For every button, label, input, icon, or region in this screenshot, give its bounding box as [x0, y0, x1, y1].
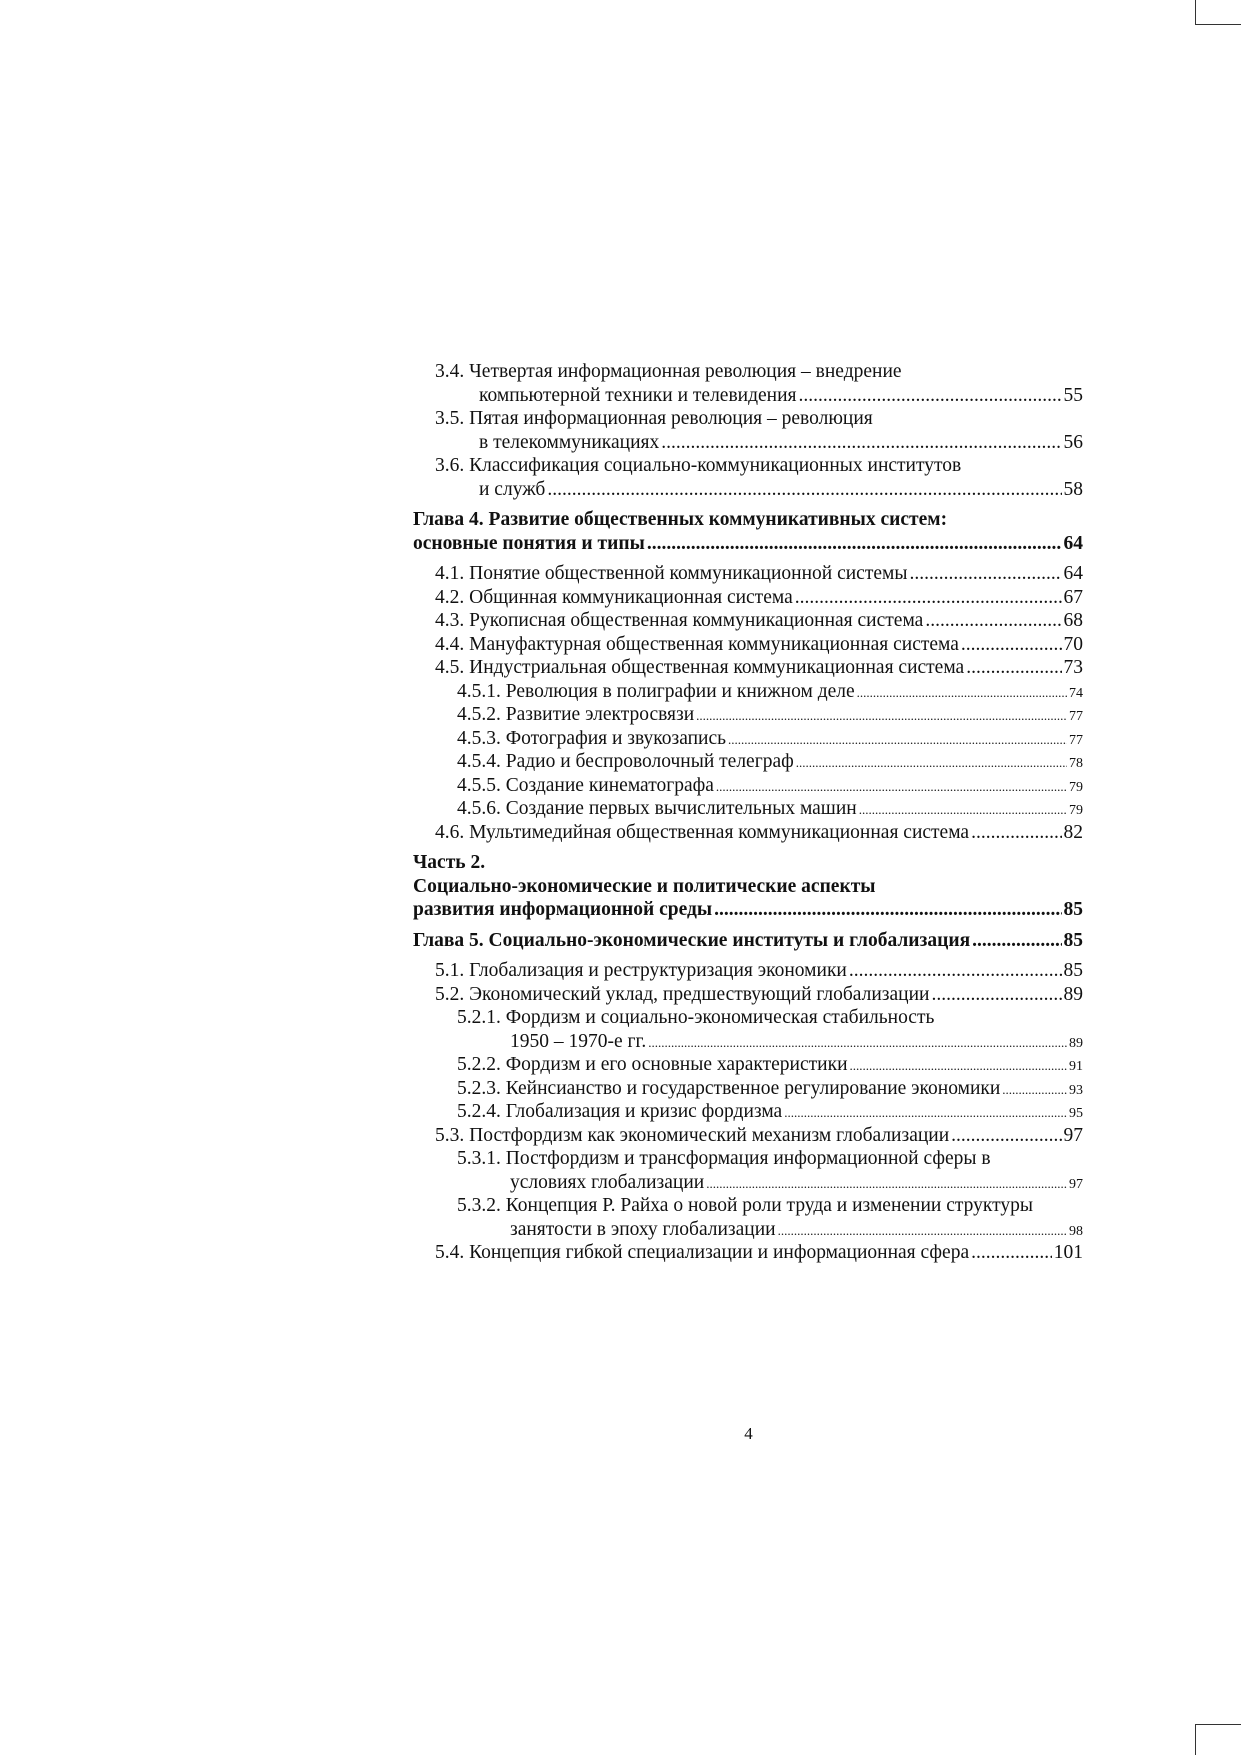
leader-dots [857, 681, 1067, 705]
leader-dots [716, 775, 1067, 799]
toc-entry-4-6[interactable]: 4.6. Мультимедийная общественная коммуникационная система ..... 82 [413, 821, 1083, 845]
toc-chapter-4-line1[interactable]: Глава 4. Развитие общественных коммуникативных систем: [413, 509, 948, 530]
crop-mark-top-horizontal [1195, 24, 1241, 25]
toc-entry-4-4[interactable]: 4.4. Мануфактурная общественная коммуникационная система ..... 70 [413, 633, 1083, 657]
toc-chapter-4-line2[interactable]: основные понятия и типы ..... 64 [413, 532, 1083, 556]
crop-mark-bottom-vertical [1195, 1724, 1196, 1755]
page-ref: 95 [1069, 1106, 1083, 1121]
page-ref: 64 [1063, 532, 1083, 554]
page-ref: 85 [1063, 929, 1083, 951]
leader-dots [972, 929, 1061, 953]
page-ref: 58 [1063, 478, 1083, 500]
page-ref: 89 [1063, 983, 1083, 1005]
toc-entry-5-3-1-line2[interactable]: условиях глобализации ..... 97 [413, 1171, 1083, 1195]
toc-entry-3-4-line1[interactable]: 3.4. Четвертая информационная революция – внедрение [435, 361, 902, 382]
toc-entry-5-2-4[interactable]: 5.2.4. Глобализация и кризис фордизма ..... 95 [413, 1100, 1083, 1124]
leader-dots [648, 1031, 1067, 1055]
leader-dots [799, 384, 1062, 408]
leader-dots [971, 1241, 1052, 1265]
toc-entry-5-2-3[interactable]: 5.2.3. Кейнсианство и государственное регулирование экономики ..... 93 [413, 1077, 1083, 1101]
toc-entry-5-4[interactable]: 5.4. Концепция гибкой специализации и информационная сфера ..... 101 [413, 1241, 1083, 1265]
leader-dots [849, 959, 1062, 983]
crop-mark-top-vertical [1195, 0, 1196, 24]
leader-dots [796, 751, 1067, 775]
leader-dots [795, 586, 1062, 610]
toc-entry-3-4-line2[interactable]: компьютерной техники и телевидения ..... 55 [413, 384, 1083, 408]
toc-entry-5-2[interactable]: 5.2. Экономический уклад, предшествующий глобализации ..... 89 [413, 983, 1083, 1007]
leader-dots [961, 633, 1062, 657]
page-ref: 93 [1069, 1082, 1083, 1098]
leader-dots [547, 478, 1061, 502]
leader-dots [859, 798, 1067, 822]
toc-entry-4-3[interactable]: 4.3. Рукописная общественная коммуникационная система ..... 68 [413, 609, 1083, 633]
toc-entry-4-5-1[interactable]: 4.5.1. Революция в полиграфии и книжном деле ..... 74 [413, 680, 1083, 704]
leader-dots [931, 983, 1061, 1007]
toc-entry-3-6-line1[interactable]: 3.6. Классификация социально-коммуникационных институтов [435, 455, 962, 476]
page-ref: 68 [1063, 610, 1083, 631]
leader-dots [696, 704, 1067, 728]
leader-dots [728, 728, 1067, 752]
leader-dots [706, 1172, 1067, 1196]
page-ref: 55 [1063, 384, 1083, 406]
toc-entry-3-6-line2[interactable]: и служб ..... 58 [413, 478, 1083, 502]
toc-chapter-5[interactable]: Глава 5. Социально-экономические институты и глобализация ..... 85 [413, 929, 1083, 953]
page-ref: 97 [1063, 1124, 1083, 1146]
toc-entry-5-3-2-line2[interactable]: занятости в эпоху глобализации ..... 98 [413, 1218, 1083, 1242]
leader-dots [647, 532, 1062, 556]
leader-dots [784, 1101, 1067, 1125]
page-ref: 79 [1069, 779, 1083, 795]
toc-entry-4-5-2[interactable]: 4.5.2. Развитие электросвязи ..... 77 [413, 703, 1083, 727]
page-ref: 85 [1063, 899, 1083, 920]
page-ref: 56 [1063, 431, 1083, 453]
leader-dots [925, 609, 1061, 633]
leader-dots [778, 1219, 1067, 1243]
page-ref: 74 [1069, 685, 1083, 701]
toc-entry-5-2-2[interactable]: 5.2.2. Фордизм и его основные характеристики ..... 91 [413, 1053, 1083, 1077]
toc-entry-5-3[interactable]: 5.3. Постфордизм как экономический механизм глобализации ..... 97 [413, 1124, 1083, 1148]
page-ref: 78 [1069, 756, 1083, 771]
toc-entry-3-5-line1[interactable]: 3.5. Пятая информационная революция – революция [435, 408, 873, 429]
toc-entry-5-1[interactable]: 5.1. Глобализация и реструктуризация экономики ..... 85 [413, 959, 1083, 983]
page-ref: 89 [1069, 1035, 1083, 1051]
toc-entry-5-2-1-line1[interactable]: 5.2.1. Фордизм и социально-экономическая стабильность [457, 1007, 935, 1028]
leader-dots [966, 656, 1061, 680]
toc-entry-4-5-5[interactable]: 4.5.5. Создание кинематографа ..... 79 [413, 774, 1083, 798]
toc-entry-4-5[interactable]: 4.5. Индустриальная общественная коммуникационная система ..... 73 [413, 656, 1083, 680]
toc-entry-4-1[interactable]: 4.1. Понятие общественной коммуникационной системы ..... 64 [413, 562, 1083, 586]
toc-entry-4-5-4[interactable]: 4.5.4. Радио и беспроволочный телеграф ..... 78 [413, 750, 1083, 774]
page-ref: 97 [1069, 1176, 1083, 1192]
toc-entry-5-3-1-line1[interactable]: 5.3.1. Постфордизм и трансформация информационной сферы в [457, 1148, 991, 1169]
page-ref: 73 [1063, 657, 1083, 678]
table-of-contents [413, 360, 1083, 1265]
page-ref: 91 [1069, 1059, 1083, 1074]
toc-entry-3-5-line2[interactable]: в телекоммуникациях ..... 56 [413, 431, 1083, 455]
page-ref: 77 [1069, 709, 1083, 724]
page-ref: 79 [1069, 803, 1083, 818]
page-ref: 82 [1063, 821, 1083, 843]
toc-part-2-line3[interactable]: развития информационной среды ..... 85 [413, 898, 1083, 922]
page-ref: 85 [1063, 960, 1083, 981]
crop-mark-bottom-horizontal [1195, 1724, 1241, 1725]
toc-entry-4-5-3[interactable]: 4.5.3. Фотография и звукозапись ..... 77 [413, 727, 1083, 751]
leader-dots [909, 562, 1061, 586]
leader-dots [1002, 1078, 1067, 1102]
page-ref: 67 [1063, 586, 1083, 608]
page-number: 4 [744, 1424, 753, 1443]
leader-dots [714, 898, 1061, 922]
toc-entry-5-2-1-line2[interactable]: 1950 – 1970-е гг. ..... 89 [413, 1030, 1083, 1054]
page-ref: 101 [1053, 1242, 1083, 1263]
page-ref: 98 [1069, 1223, 1083, 1239]
leader-dots [971, 821, 1061, 845]
leader-dots [850, 1054, 1067, 1078]
toc-part-2-line1[interactable]: Часть 2. [413, 852, 486, 873]
toc-entry-4-5-6[interactable]: 4.5.6. Создание первых вычислительных машин ..... 79 [413, 797, 1083, 821]
toc-entry-5-3-2-line1[interactable]: 5.3.2. Концепция Р. Райха о новой роли труда и изменении структуры [457, 1195, 1033, 1216]
page-ref: 77 [1069, 732, 1083, 748]
toc-part-2-line2[interactable]: Социально-экономические и политические аспекты [413, 875, 876, 897]
page-ref: 70 [1063, 633, 1083, 655]
toc-entry-4-2[interactable]: 4.2. Общинная коммуникационная система ..... 67 [413, 586, 1083, 610]
leader-dots [661, 431, 1061, 455]
leader-dots [951, 1124, 1061, 1148]
page-ref: 64 [1063, 563, 1083, 584]
